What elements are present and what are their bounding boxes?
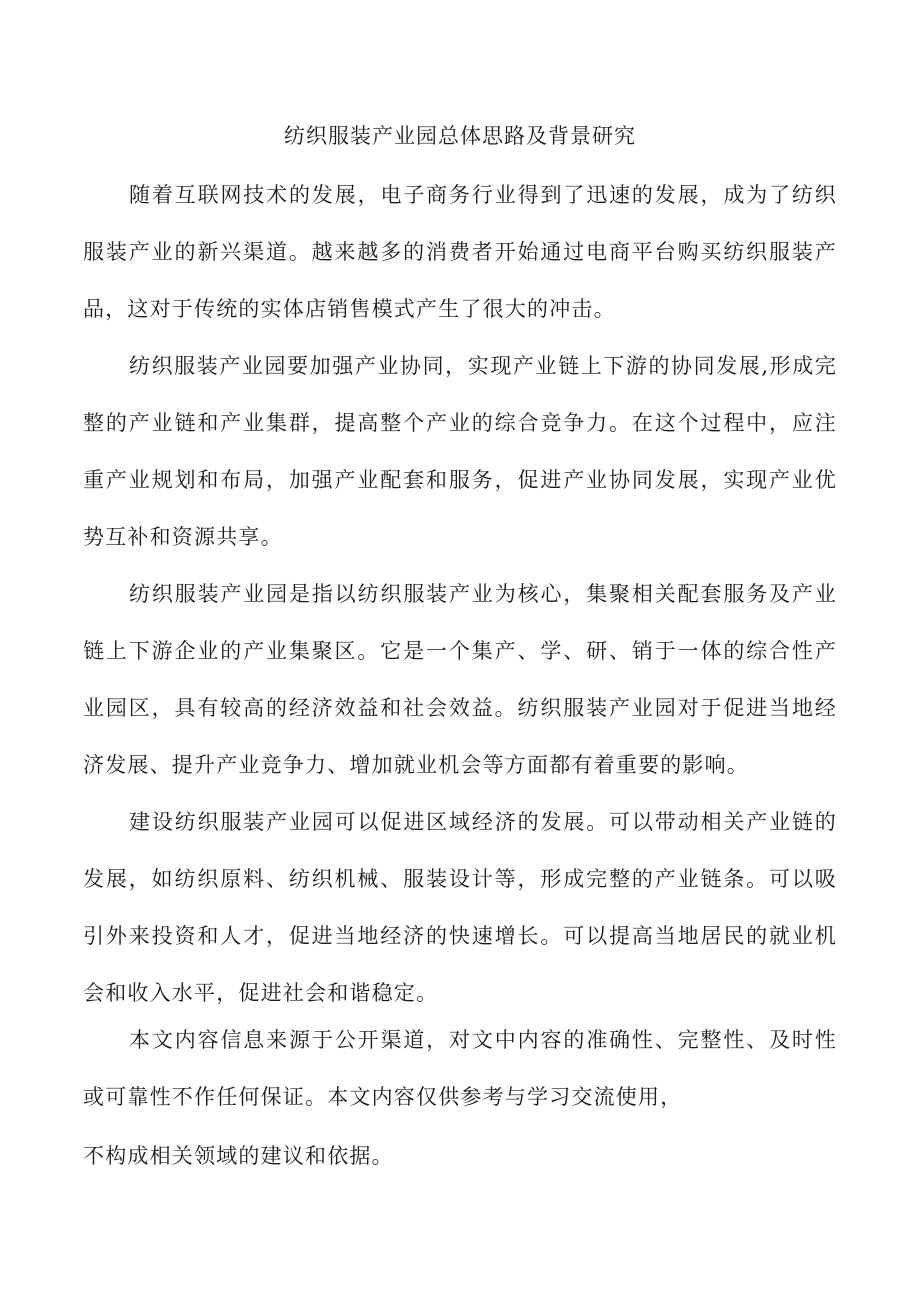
- document-title: 纺织服装产业园总体思路及背景研究: [284, 124, 636, 148]
- paragraph-ecommerce-background: 随着互联网技术的发展，电子商务行业得到了迅速的发展，成为了纺织服装产业的新兴渠道。越来越多的消费者开始通过电商平台购买纺织服装产品，这对于传统的实体店销售模式产生了很大的冲击。: [83, 183, 837, 321]
- paragraph-regional-development: 建设纺织服装产业园可以促进区域经济的发展。可以带动相关产业链的发展，如纺织原料、纺织机械、服装设计等，形成完整的产业链条。可以吸引外来投资和人才，促进当地经济的快速增长。可以提高当地居民的就业机会和收入水平，促进社会和谐稳定。: [83, 810, 837, 1005]
- disclaimer-closing-line: 不构成相关领域的建议和依据。: [83, 1144, 394, 1168]
- paragraph-disclaimer: 本文内容信息来源于公开渠道，对文中内容的准确性、完整性、及时性或可靠性不作任何保证。本文内容仅供参考与学习交流使用，: [83, 1028, 837, 1109]
- paragraph-industry-synergy: 纺织服装产业园要加强产业协同，实现产业链上下游的协同发展,形成完整的产业链和产业集群，提高整个产业的综合竞争力。在这个过程中，应注重产业规划和布局，加强产业配套和服务，促进产业协同发展，实现产业优势互补和资源共享。: [83, 354, 837, 549]
- paragraph-park-definition: 纺织服装产业园是指以纺织服装产业为核心，集聚相关配套服务及产业链上下游企业的产业集聚区。它是一个集产、学、研、销于一体的综合性产业园区，具有较高的经济效益和社会效益。纺织服装产业园对于促进当地经济发展、提升产业竞争力、增加就业机会等方面都有着重要的影响。: [83, 582, 837, 777]
